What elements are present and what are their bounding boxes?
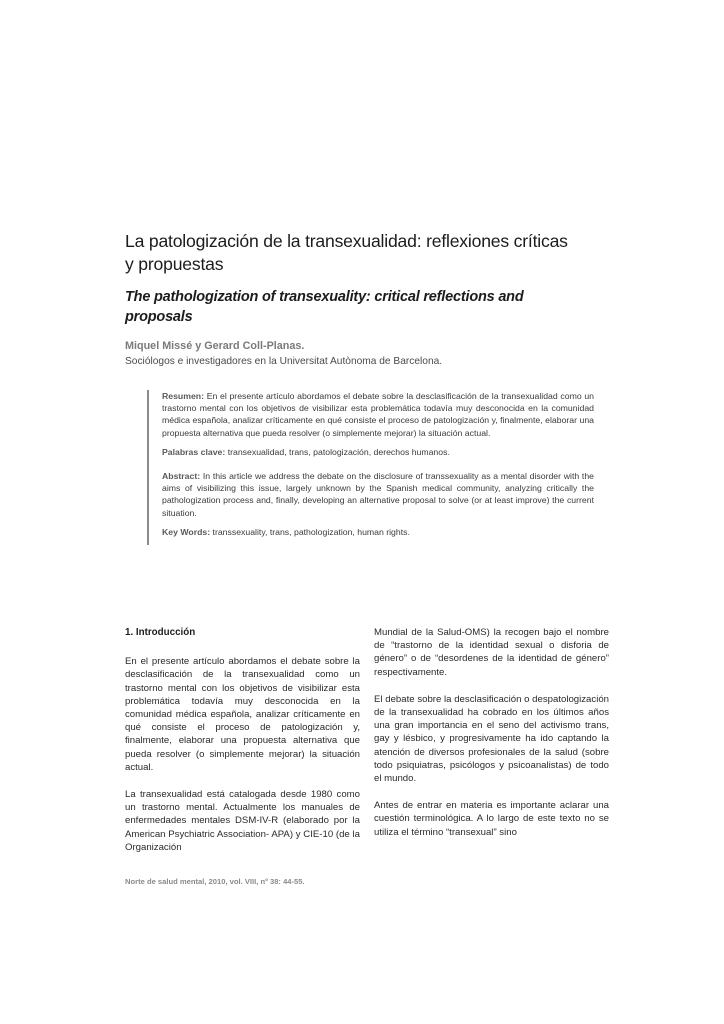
abstract-label: Abstract: (162, 471, 201, 482)
body-paragraph: La transexualidad está catalogada desde 1980 como un trastorno mental. Actualmente los manuales de enfermedades mentales DSM-IV-R (elaborado por la American Psychiatric Association- APA) y CIE-10 (de la Organización (125, 789, 360, 853)
article-header (125, 230, 625, 369)
title-spanish (125, 230, 625, 276)
palabras-clave-label: Palabras clave: (162, 446, 226, 457)
affiliation: Sociólogos e investigadores en la Universitat Autònoma de Barcelona. (125, 356, 443, 367)
keywords-text: transsexuality, trans, pathologization, human rights. (212, 526, 410, 537)
title-english-line2: proposals (125, 309, 193, 325)
body-paragraph: Mundial de la Salud-OMS) la recogen bajo el nombre de “trastorno de la identidad sexual o disforia de género” o de “desordenes de la identidad de género” respectivamente. (374, 627, 609, 678)
resumen-label: Resumen: (162, 391, 204, 401)
body-column-left (125, 626, 360, 868)
resumen-text: En el presente artículo abordamos el debate sobre la desclasificación de la transexualidad como un trastorno mental con los objetivos de visibilizar esta problemática todavía muy desconocida en la comunidad médica española, analizar críticamente en qué consiste el proceso de patologización y, finalmente, elaborar una propuesta alternativa que pueda resolver (o simplemente mejorar) la situación actual. (162, 391, 594, 438)
palabras-clave-text: transexualidad, trans, patologización, derechos humanos. (227, 446, 450, 457)
body-paragraph: En el presente artículo abordamos el debate sobre la desclasificación de la transexualidad como un trastorno mental con los objetivos de visibilizar esta problemática todavía muy desconocida en la comunidad médica española, analizar críticamente en qué consiste el proceso de patologización y, finalmente, elaborar una propuesta alternativa que pueda resolver (o simplemente mejorar) la situación actual. (125, 656, 360, 773)
abstract-text: In this article we address the debate on the disclosure of transsexuality as a mental disorder with the aims of visibilizing this issue, largely unknown by the Spanish medical community, analyzing critically the pathologization process and, finally, developing an alternative proposal to solve (or at least improve) the current situation. (162, 471, 594, 518)
palabras-clave-paragraph (162, 446, 594, 458)
keywords-label: Key Words: (162, 526, 211, 537)
title-english (125, 287, 625, 327)
title-english-line1: The pathologization of transexuality: critical reflections and (125, 289, 524, 305)
body-column-right (374, 626, 609, 853)
title-spanish-line1: La patologización de la transexualidad: reflexiones críticas (125, 231, 568, 251)
abstract-block (147, 390, 597, 545)
title-spanish-line2: y propuestas (125, 254, 224, 274)
abstract-paragraph (162, 470, 594, 519)
resumen-paragraph (162, 390, 594, 439)
journal-citation-footer: Norte de salud mental, 2010, vol. VIII, nº 38: 44-55. (125, 877, 305, 886)
section-heading: 1. Introducción (125, 627, 196, 638)
keywords-paragraph (162, 526, 594, 538)
body-paragraph: Antes de entrar en materia es importante aclarar una cuestión terminológica. A lo largo de este texto no se utiliza el término “transexual” sino (374, 800, 609, 838)
authors: Miquel Missé y Gerard Coll-Planas. (125, 340, 305, 352)
body-paragraph: El debate sobre la desclasificación o despatologización de la transexualidad ha cobrado en los últimos años una gran importancia en el seno del activismo trans, gay y lésbico, y progresivamente ha ido captando la atención de diversos profesionales de la salud (sobre todo psiquiatras, psicólogos y psicoanalistas) de todo el mundo. (374, 693, 609, 785)
